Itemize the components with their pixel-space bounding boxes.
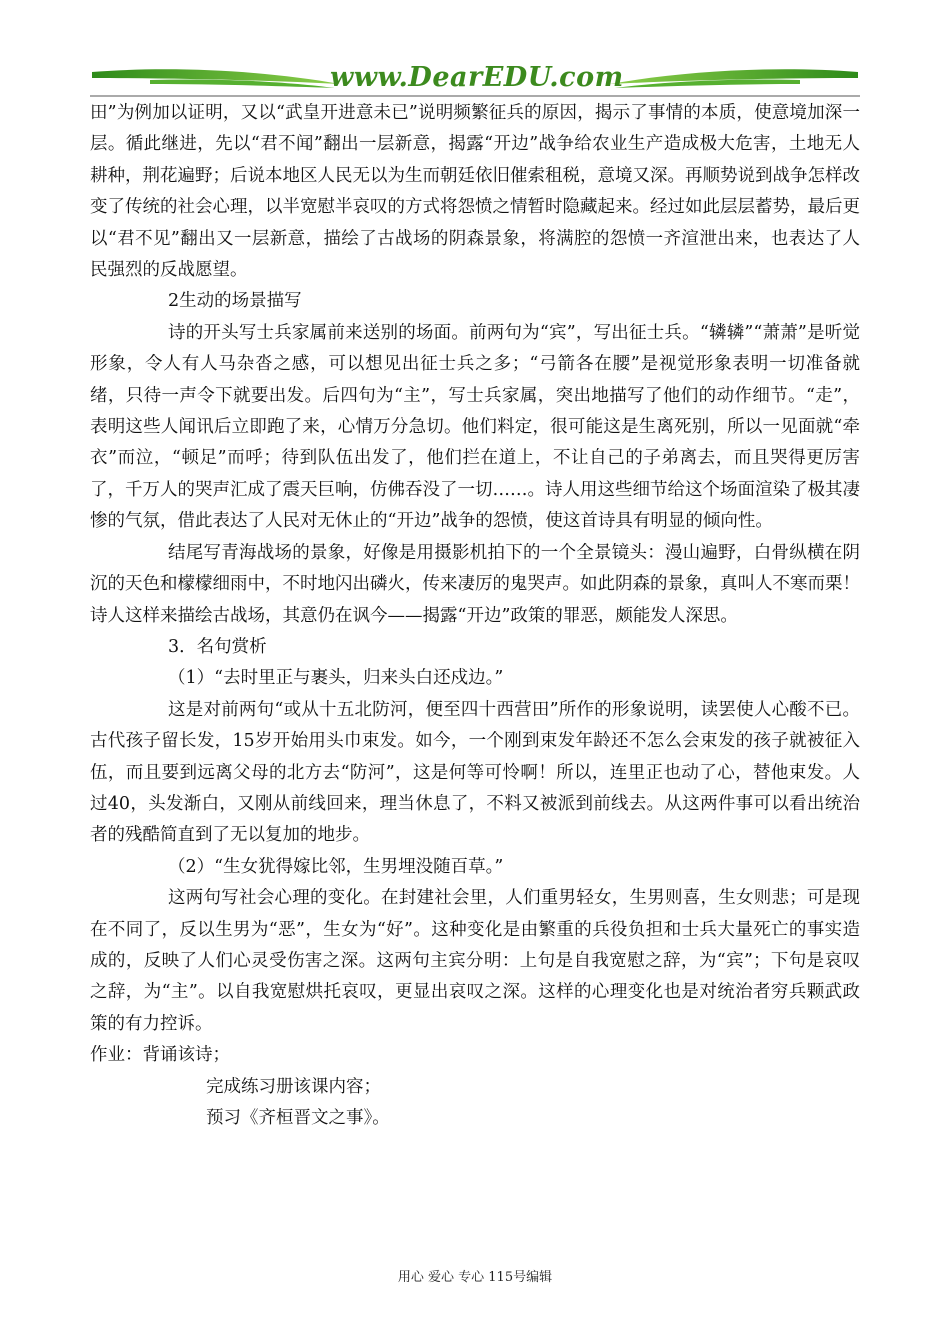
paragraph-ending-scene: 结尾写青海战场的景象，好像是用摄影机拍下的一个全景镜头：漫山遍野，白骨纵横在阴沉的天色和檬檬细雨中，不时地闪出磷火，传来凄厉的鬼哭声。如此阴森的景象，真叫人不寒而栗！诗人这样来描绘古战场，其意仍在讽今——揭露“开边”政策的罪恶，颇能发人深思。	[90, 542, 860, 626]
page-footer: 用心 爱心 专心 115号编辑	[397, 1270, 553, 1285]
quote-line-2: （2）“生女犹得嫁比邻，生男埋没随百草。”	[168, 856, 504, 877]
section-heading-famous-lines: 3．名句赏析	[168, 636, 267, 657]
homework-item-preview: 预习《齐桓晋文之事》。	[206, 1108, 390, 1128]
paragraph-opening-scene: 诗的开头写士兵家属前来送别的场面。前两句为“宾”，写出征士兵。“辚辚”“萧萧”是听觉形象，令人有人马杂沓之感，可以想见出征士兵之多；“弓箭各在腰”是视觉形象表明一切准备就绪，只待一声令下就要出发。后四句为“主”，写士兵家属，突出地描写了他们的动作细节。“走”，表明这些人闻讯后立即跑了来，心情万分急切。他们料定，很可能这是生离死别，所以一见面就“牵衣”而泣，“顿足”而呼；待到队伍出发了，他们拦在道上，不让自己的子弟离去，而且哭得更厉害了，千万人的哭声汇成了震天巨响，仿佛吞没了一切……。诗人用这些细节给这个场面渲染了极其凄惨的气氛，借此表达了人民对无休止的“开边”战争的怨愤，使这首诗具有明显的倾向性。	[90, 322, 860, 532]
homework-item-exercise: 完成练习册该课内容；	[206, 1076, 381, 1097]
document-body	[90, 98, 860, 1134]
homework-heading: 作业：背诵该诗；	[90, 1045, 230, 1066]
quote-line-1: （1）“去时里正与裹头，归来头白还戍边。”	[168, 668, 504, 689]
site-logo-text: www.DearEDU.com	[330, 62, 624, 93]
section-heading-scene: 2生动的场景描写	[168, 291, 302, 312]
site-header	[0, 58, 950, 100]
paragraph-quote-1-analysis: 这是对前两句“或从十五北防河，便至四十西营田”所作的形象说明，读罢使人心酸不已。古代孩子留长发，15岁开始用头巾束发。如今，一个刚到束发年龄还不怎么会束发的孩子就被征入伍，而且要到远离父母的北方去“防河”，这是何等可怜啊！所以，连里正也动了心，替他束发。人过40，头发渐白，又刚从前线回来，理当休息了，不料又被派到前线去。从这两件事可以看出统治者的残酷简直到了无以复加的地步。	[90, 699, 860, 846]
paragraph-analysis-continued: 田”为例加以证明，又以“武皇开进意未已”说明频繁征兵的原因，揭示了事情的本质，使意境加深一层。循此继进，先以“君不闻”翻出一层新意，揭露“开边”战争给农业生产造成极大危害，土地无人耕种，荆花遍野；后说本地区人民无以为生而朝廷依旧催索租税，意境又深。再顺势说到战争怎样改变了传统的社会心理，以半宽慰半哀叹的方式将怨愤之情暂时隐藏起来。经过如此层层蓄势，最后更以“君不见”翻出又一层新意，描绘了古战场的阴森景象，将满腔的怨愤一齐渲泄出来，也表达了人民强烈的反战愿望。	[90, 103, 860, 281]
paragraph-quote-2-analysis: 这两句写社会心理的变化。在封建社会里，人们重男轻女，生男则喜，生女则悲；可是现在不同了，反以生男为“恶”，生女为“好”。这种变化是由繁重的兵役负担和士兵大量死亡的事实造成的，反映了人们心灵受伤害之深。这两句主宾分明：上句是自我宽慰之辞，为“宾”；下句是哀叹之辞，为“主”。以自我宽慰烘托哀叹，更显出哀叹之深。这样的心理变化也是对统治者穷兵颗武政策的有力控诉。	[90, 888, 860, 1034]
